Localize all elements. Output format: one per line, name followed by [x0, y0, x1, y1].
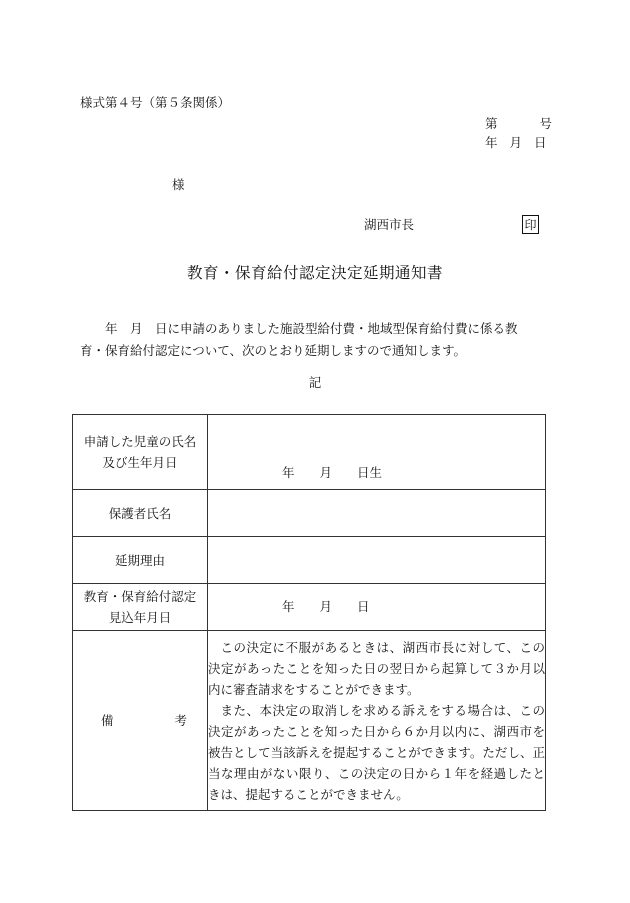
document-title: 教育・保育給付認定決定延期通知書	[186, 264, 443, 282]
table-row	[73, 415, 546, 490]
remarks-text	[208, 631, 546, 811]
remarks-paragraph-1: この決定に不服があるときは、湖西市長に対して、この決定があったことを知った日の翌日から起算して３か月以内に審査請求をすることができます。	[208, 639, 545, 697]
remarks-label: 備 考	[73, 631, 208, 811]
document-date-line	[485, 137, 547, 150]
number-suffix: 号	[539, 116, 553, 131]
table-row	[73, 584, 546, 631]
number-prefix: 第	[485, 116, 498, 131]
postponement-reason-field[interactable]	[208, 537, 546, 584]
child-name-birthdate-field[interactable]	[208, 415, 546, 490]
ki-heading: 記	[308, 375, 322, 390]
date-day: 日	[534, 135, 547, 150]
row-label: 延期理由	[73, 537, 208, 584]
body-line-2: 育・保育給付認定について、次のとおり延期しますので通知します。	[80, 343, 467, 358]
form-number: 様式第４号（第５条関係）	[80, 95, 231, 110]
guardian-name-field[interactable]	[208, 490, 546, 537]
document-number-line	[485, 118, 552, 131]
details-table	[72, 414, 546, 811]
sender-mayor: 湖西市長	[364, 217, 415, 232]
table-row	[73, 490, 546, 537]
row-label: 教育・保育給付認定 見込年月日	[73, 584, 208, 631]
expected-date-field[interactable]	[208, 584, 546, 631]
seal-box: 印	[522, 215, 539, 234]
date-year: 年	[485, 135, 498, 150]
birthdate-template: 年 月 日生	[282, 464, 383, 480]
date-month: 月	[509, 135, 523, 150]
expected-date-template: 年 月 日	[282, 598, 370, 614]
row-label: 申請した児童の氏名 及び生年月日	[73, 415, 208, 490]
body-text	[80, 318, 550, 362]
table-row	[73, 537, 546, 584]
row-label: 保護者氏名	[73, 490, 208, 537]
addressee-honorific: 様	[172, 177, 185, 192]
remarks-paragraph-2: また、本決定の取消しを求める訴えをする場合は、この決定があったことを知った日から６か月以内に、湖西市を被告として当該訴えを提起することができます。ただし、正当な理由がない限り、この決定の日から１年を経過したときは、提起することができません。	[208, 702, 545, 802]
body-line-1: 年 月 日に申請のありました施設型給付費・地域型保育給付費に係る教	[105, 321, 518, 336]
table-row	[73, 631, 546, 811]
